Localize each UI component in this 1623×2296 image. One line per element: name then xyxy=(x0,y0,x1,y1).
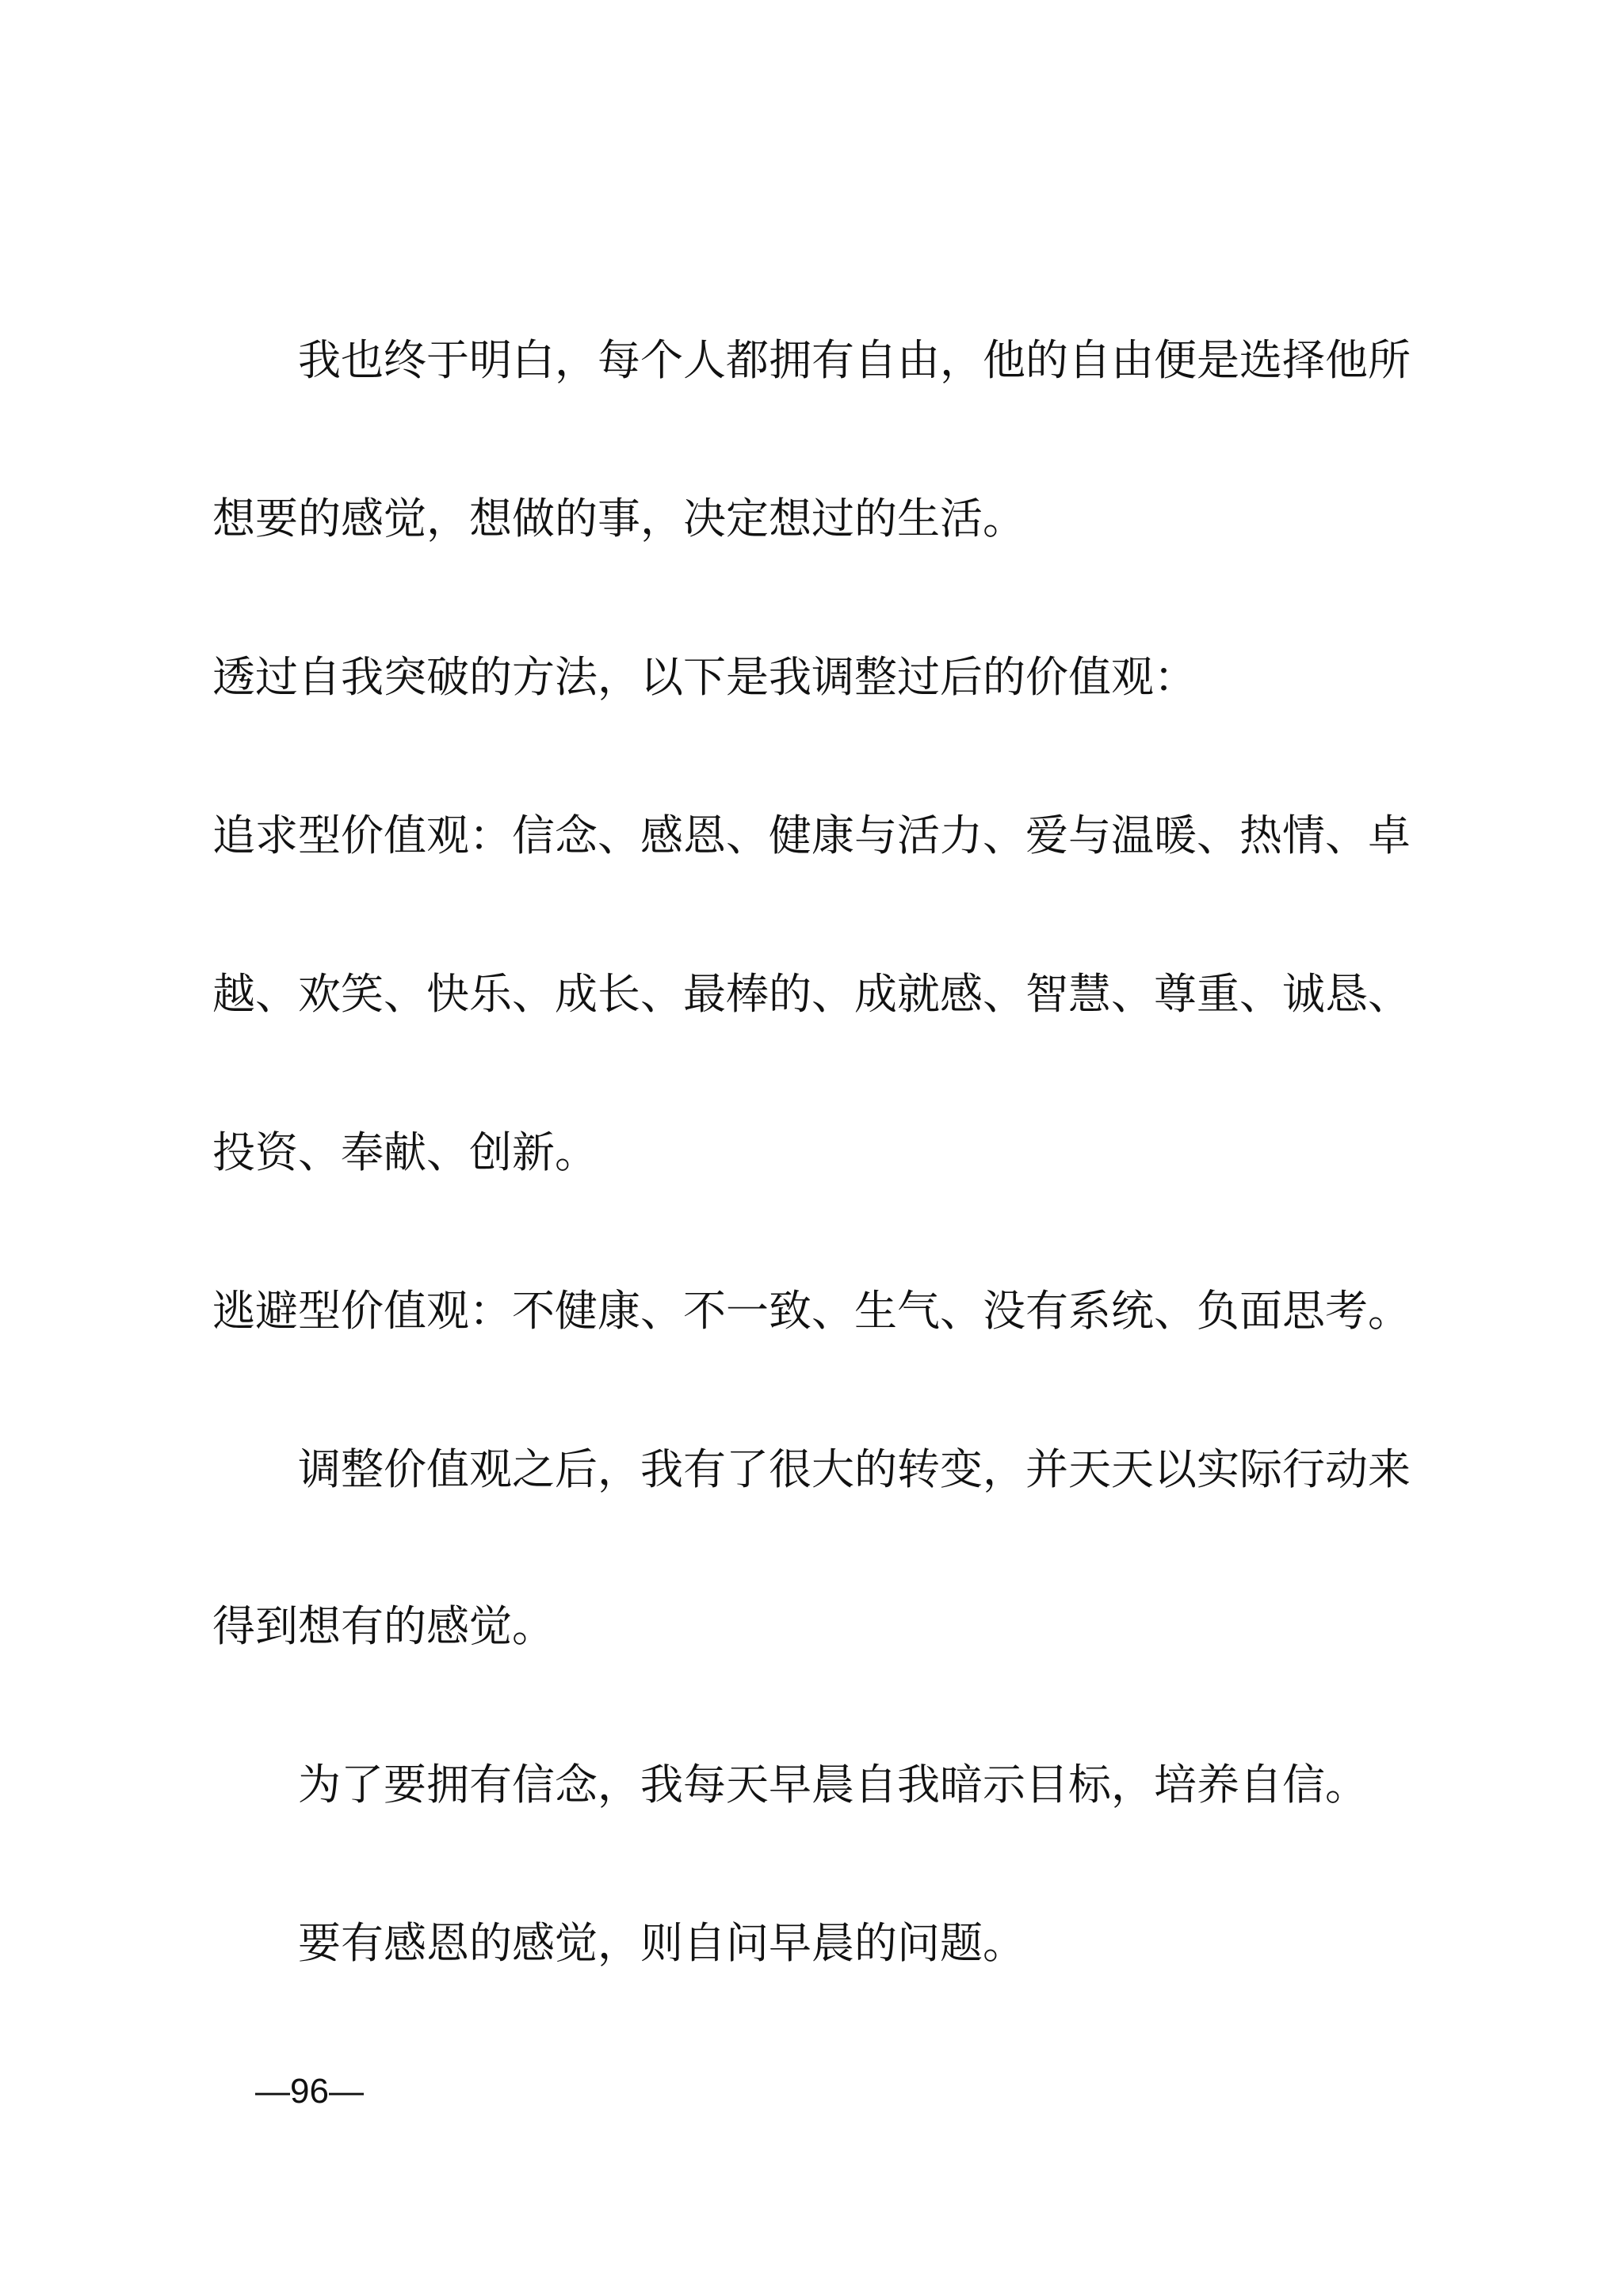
body-text-line: 透过自我突破的方法，以下是我调整过后的价值观： xyxy=(212,652,1197,702)
body-text-line: 得到想有的感觉。 xyxy=(212,1601,555,1651)
body-text-line: 逃避型价值观：不健康、不一致、生气、没有系统、负面思考。 xyxy=(212,1286,1411,1336)
body-text-line: 追求型价值观：信念、感恩、健康与活力、爱与温暖、热情、卓 xyxy=(212,810,1411,860)
body-text-line: 要有感恩的感觉，则自问早晨的问题。 xyxy=(298,1918,1025,1968)
body-text-line: 想要的感觉，想做的事，决定想过的生活。 xyxy=(212,494,1025,543)
page-number: —96— xyxy=(255,2072,364,2111)
body-text-line: 投资、奉献、创新。 xyxy=(212,1127,598,1177)
body-text-line: 调整价值观之后，我有了很大的转变，并天天以实际行动来 xyxy=(298,1444,1411,1494)
body-text-line: 为了要拥有信念，我每天早晨自我暗示目标，培养自信。 xyxy=(298,1760,1368,1810)
body-text-line: 越、欢笑、快乐、成长、最棒的、成就感、智慧、尊重、诚恳、 xyxy=(212,969,1411,1019)
body-text-line: 我也终于明白，每个人都拥有自由，他的自由便是选择他所 xyxy=(298,335,1411,385)
